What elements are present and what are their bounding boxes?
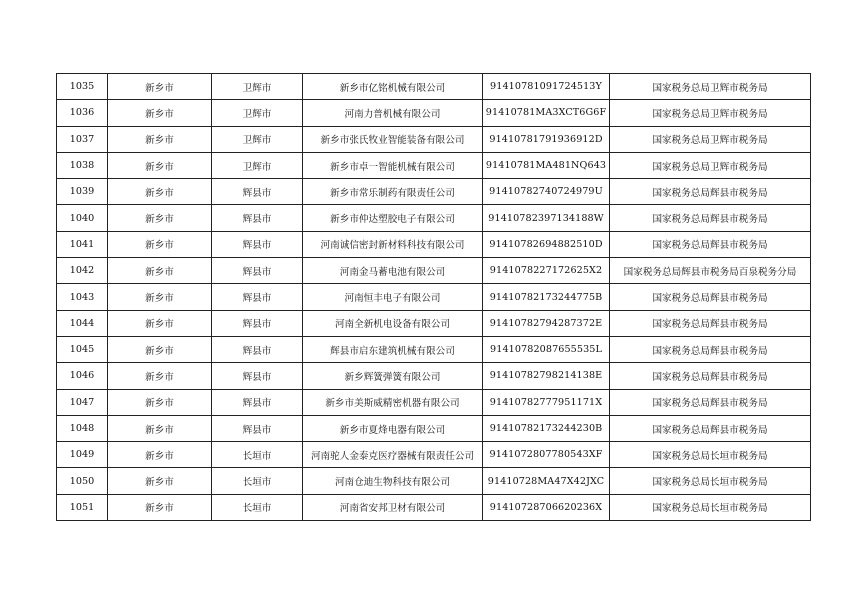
city-cell: 新乡市 — [108, 231, 212, 257]
row-number: 1043 — [57, 284, 108, 310]
tax-office-cell: 国家税务总局长垣市税务局 — [610, 468, 811, 494]
tax-office-cell: 国家税务总局卫辉市税务局 — [610, 126, 811, 152]
table-row — [57, 494, 811, 520]
row-number: 1047 — [57, 389, 108, 415]
tax-office-cell: 国家税务总局辉县市税务局 — [610, 231, 811, 257]
company-name-cell: 新乡市亿铭机械有限公司 — [303, 74, 483, 100]
company-name-cell: 新乡市仲达塑胶电子有限公司 — [303, 205, 483, 231]
table-row — [57, 310, 811, 336]
credit-code-cell: 91410782397134188W — [483, 205, 610, 231]
tax-office-cell: 国家税务总局辉县市税务局 — [610, 389, 811, 415]
county-cell: 辉县市 — [212, 231, 303, 257]
city-cell: 新乡市 — [108, 389, 212, 415]
city-cell: 新乡市 — [108, 74, 212, 100]
city-cell: 新乡市 — [108, 468, 212, 494]
tax-office-cell: 国家税务总局卫辉市税务局 — [610, 100, 811, 126]
tax-office-cell: 国家税务总局长垣市税务局 — [610, 442, 811, 468]
credit-code-cell: 91410782794287372E — [483, 310, 610, 336]
county-cell: 辉县市 — [212, 205, 303, 231]
company-name-cell: 河南全新机电设备有限公司 — [303, 310, 483, 336]
company-name-cell: 新乡市常乐制药有限责任公司 — [303, 179, 483, 205]
county-cell: 辉县市 — [212, 310, 303, 336]
credit-code-cell: 91410782173244775B — [483, 284, 610, 310]
credit-code-cell: 9141072807780543XF — [483, 442, 610, 468]
tax-office-cell: 国家税务总局辉县市税务局 — [610, 205, 811, 231]
tax-office-cell: 国家税务总局长垣市税务局 — [610, 494, 811, 520]
row-number: 1040 — [57, 205, 108, 231]
city-cell: 新乡市 — [108, 179, 212, 205]
county-cell: 辉县市 — [212, 179, 303, 205]
table-row — [57, 336, 811, 362]
table-row — [57, 231, 811, 257]
city-cell: 新乡市 — [108, 205, 212, 231]
company-name-cell: 河南诚信密封新材料科技有限公司 — [303, 231, 483, 257]
city-cell: 新乡市 — [108, 100, 212, 126]
credit-code-cell: 91410728706620236X — [483, 494, 610, 520]
row-number: 1037 — [57, 126, 108, 152]
table-row — [57, 415, 811, 441]
city-cell: 新乡市 — [108, 336, 212, 362]
company-name-cell: 辉县市启东建筑机械有限公司 — [303, 336, 483, 362]
tax-office-cell: 国家税务总局卫辉市税务局 — [610, 74, 811, 100]
county-cell: 辉县市 — [212, 258, 303, 284]
tax-office-cell: 国家税务总局辉县市税务局 — [610, 415, 811, 441]
table-row — [57, 363, 811, 389]
tax-office-cell: 国家税务总局卫辉市税务局 — [610, 152, 811, 178]
row-number: 1050 — [57, 468, 108, 494]
credit-code-cell: 91410781091724513Y — [483, 74, 610, 100]
row-number: 1045 — [57, 336, 108, 362]
table-row — [57, 100, 811, 126]
city-cell: 新乡市 — [108, 363, 212, 389]
table-row — [57, 179, 811, 205]
table-row — [57, 152, 811, 178]
county-cell: 卫辉市 — [212, 126, 303, 152]
county-cell: 长垣市 — [212, 494, 303, 520]
credit-code-cell: 91410782798214138E — [483, 363, 610, 389]
credit-code-cell: 91410782694882510D — [483, 231, 610, 257]
row-number: 1046 — [57, 363, 108, 389]
table-row — [57, 442, 811, 468]
county-cell: 长垣市 — [212, 442, 303, 468]
county-cell: 辉县市 — [212, 389, 303, 415]
company-name-cell: 河南仓迪生物科技有限公司 — [303, 468, 483, 494]
table-row — [57, 468, 811, 494]
credit-code-cell: 91410781MA3XCT6G6F — [483, 100, 610, 126]
tax-office-cell: 国家税务总局辉县市税务局 — [610, 310, 811, 336]
city-cell: 新乡市 — [108, 310, 212, 336]
city-cell: 新乡市 — [108, 152, 212, 178]
row-number: 1035 — [57, 74, 108, 100]
city-cell: 新乡市 — [108, 126, 212, 152]
county-cell: 长垣市 — [212, 468, 303, 494]
credit-code-cell: 91410782777951171X — [483, 389, 610, 415]
county-cell: 辉县市 — [212, 336, 303, 362]
credit-code-cell: 91410781MA481NQ643 — [483, 152, 610, 178]
city-cell: 新乡市 — [108, 494, 212, 520]
table-row — [57, 389, 811, 415]
company-name-cell: 河南驼人金泰克医疗器械有限责任公司 — [303, 442, 483, 468]
row-number: 1036 — [57, 100, 108, 126]
row-number: 1051 — [57, 494, 108, 520]
tax-office-cell: 国家税务总局辉县市税务局百泉税务分局 — [610, 258, 811, 284]
company-name-cell: 河南省安邦卫材有限公司 — [303, 494, 483, 520]
company-name-cell: 河南力普机械有限公司 — [303, 100, 483, 126]
table-row — [57, 126, 811, 152]
table-row — [57, 205, 811, 231]
tax-office-cell: 国家税务总局辉县市税务局 — [610, 284, 811, 310]
row-number: 1044 — [57, 310, 108, 336]
city-cell: 新乡市 — [108, 258, 212, 284]
credit-code-cell: 91410781791936912D — [483, 126, 610, 152]
county-cell: 辉县市 — [212, 363, 303, 389]
company-name-cell: 新乡市美斯威精密机器有限公司 — [303, 389, 483, 415]
row-number: 1042 — [57, 258, 108, 284]
city-cell: 新乡市 — [108, 415, 212, 441]
row-number: 1041 — [57, 231, 108, 257]
county-cell: 辉县市 — [212, 284, 303, 310]
credit-code-cell: 91410782740724979U — [483, 179, 610, 205]
county-cell: 卫辉市 — [212, 74, 303, 100]
city-cell: 新乡市 — [108, 442, 212, 468]
table-row — [57, 74, 811, 100]
tax-office-cell: 国家税务总局辉县市税务局 — [610, 336, 811, 362]
company-name-cell: 新乡市卓一智能机械有限公司 — [303, 152, 483, 178]
row-number: 1048 — [57, 415, 108, 441]
credit-code-cell: 91410728MA47X42JXC — [483, 468, 610, 494]
credit-code-cell: 91410782173244230B — [483, 415, 610, 441]
company-name-cell: 新乡市张氏牧业智能装备有限公司 — [303, 126, 483, 152]
company-name-cell: 新乡辉簧弹簧有限公司 — [303, 363, 483, 389]
company-name-cell: 河南金马蓄电池有限公司 — [303, 258, 483, 284]
city-cell: 新乡市 — [108, 284, 212, 310]
row-number: 1049 — [57, 442, 108, 468]
company-name-cell: 新乡市夏烽电器有限公司 — [303, 415, 483, 441]
table-row — [57, 258, 811, 284]
company-name-cell: 河南恒丰电子有限公司 — [303, 284, 483, 310]
county-cell: 辉县市 — [212, 415, 303, 441]
company-table — [56, 73, 811, 521]
tax-office-cell: 国家税务总局辉县市税务局 — [610, 363, 811, 389]
row-number: 1038 — [57, 152, 108, 178]
county-cell: 卫辉市 — [212, 152, 303, 178]
table-body — [57, 74, 811, 521]
county-cell: 卫辉市 — [212, 100, 303, 126]
credit-code-cell: 9141078227172625X2 — [483, 258, 610, 284]
tax-office-cell: 国家税务总局辉县市税务局 — [610, 179, 811, 205]
row-number: 1039 — [57, 179, 108, 205]
credit-code-cell: 91410782087655535L — [483, 336, 610, 362]
table-row — [57, 284, 811, 310]
